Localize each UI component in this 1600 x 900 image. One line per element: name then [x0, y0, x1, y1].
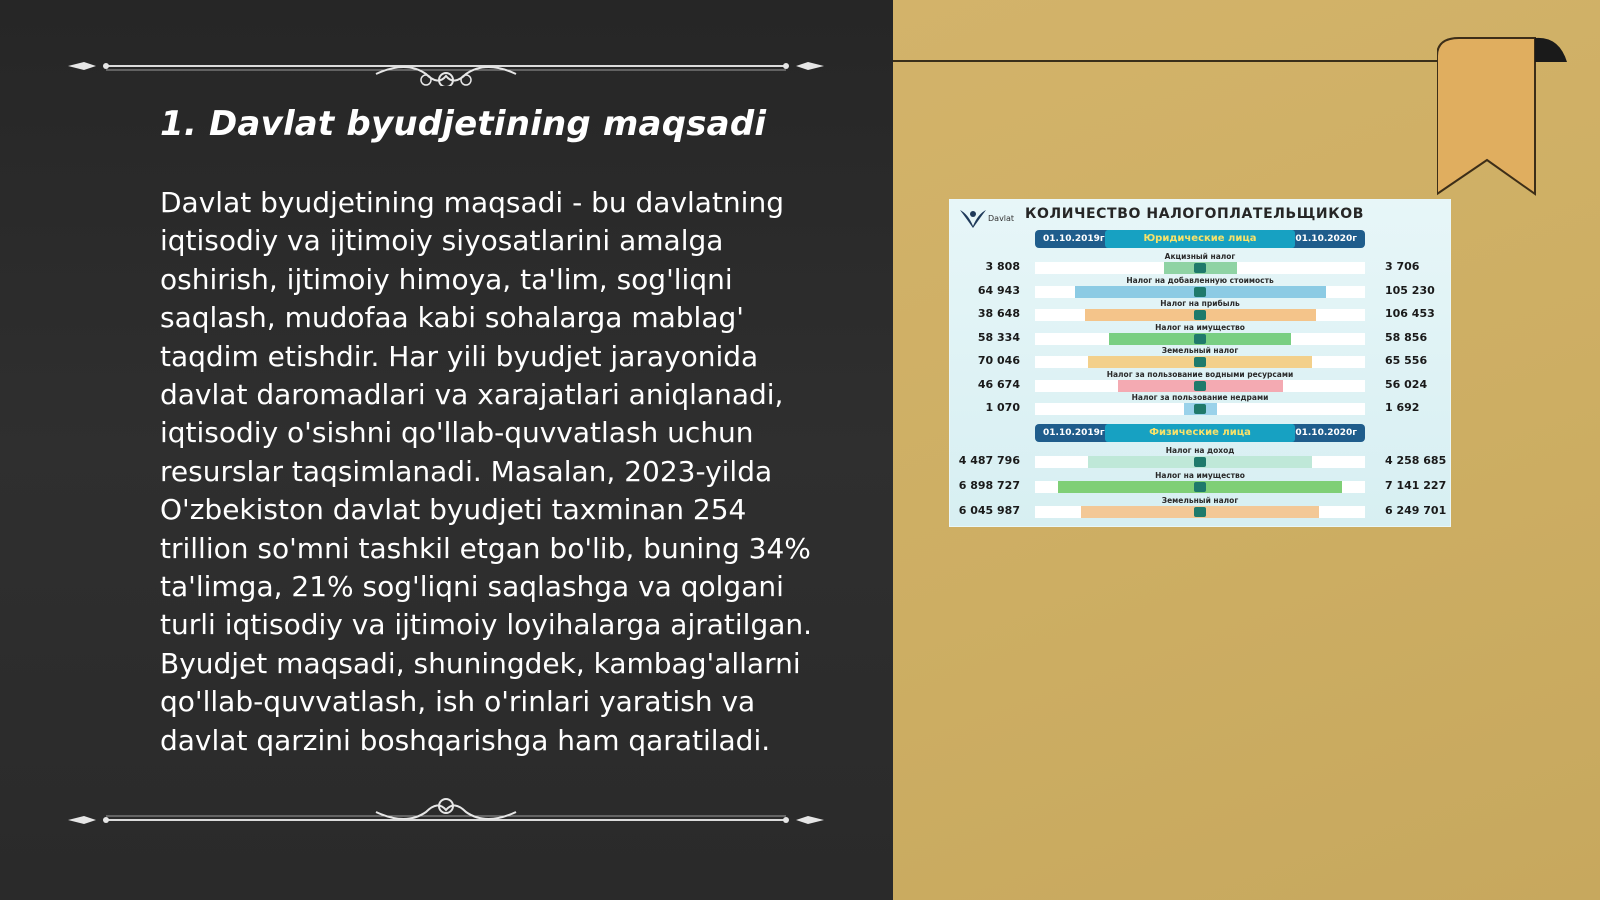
row-label: Земельный налог — [1161, 346, 1239, 355]
bottom-ornament-divider — [66, 798, 826, 838]
value-2020: 106 453 — [1385, 307, 1435, 320]
value-2019: 6 045 987 — [958, 504, 1020, 517]
value-2019: 4 487 796 — [958, 454, 1020, 467]
row-bar-track — [1035, 286, 1365, 298]
tax-category-icon — [1194, 310, 1206, 320]
bookmark-ribbon-icon — [1437, 36, 1587, 196]
tax-category-icon — [1194, 381, 1206, 391]
value-2019: 38 648 — [977, 307, 1020, 320]
section-label: Физические лица — [1105, 424, 1295, 442]
logo-text: Davlat — [988, 214, 1015, 223]
tax-category-icon — [1194, 482, 1206, 492]
value-2019: 3 808 — [985, 260, 1020, 273]
row-bar-track — [1035, 380, 1365, 392]
row-bar-track — [1035, 262, 1365, 274]
row-label: Налог на доход — [1165, 446, 1235, 455]
row-label: Налог на прибыль — [1160, 299, 1240, 308]
value-2019: 58 334 — [977, 330, 1020, 344]
section-label: Юридические лица — [1105, 230, 1295, 248]
value-2020: 105 230 — [1385, 283, 1435, 297]
tax-category-icon — [1194, 404, 1206, 414]
value-2019: 70 046 — [977, 354, 1020, 367]
value-2020: 1 692 — [1385, 401, 1420, 414]
value-2020: 4 258 685 — [1385, 454, 1447, 467]
row-label: Налог на имущество — [1155, 322, 1245, 332]
value-2019: 46 674 — [977, 377, 1020, 391]
section-date-right: 01.10.2020г — [1295, 234, 1357, 244]
row-bar-track — [1035, 403, 1365, 415]
row-bar-track — [1035, 333, 1365, 345]
row-label: Налог на добавленную стоимость — [1126, 275, 1274, 285]
value-2020: 65 556 — [1385, 354, 1428, 367]
row-label: Земельный налог — [1161, 496, 1239, 505]
section-date-left: 01.10.2019г — [1043, 234, 1105, 244]
value-2020: 56 024 — [1385, 377, 1428, 391]
value-2019: 6 898 727 — [958, 479, 1020, 492]
tax-category-icon — [1194, 287, 1206, 297]
tax-category-icon — [1194, 357, 1206, 367]
row-bar-track — [1035, 481, 1365, 493]
tax-category-icon — [1194, 334, 1206, 344]
value-2019: 64 943 — [977, 283, 1020, 297]
tax-category-icon — [1194, 263, 1206, 273]
row-label: Налог за пользование водными ресурсами — [1106, 369, 1294, 379]
header-rule — [893, 60, 1438, 62]
row-bar-track — [1035, 506, 1365, 518]
tax-category-icon — [1194, 507, 1206, 517]
row-bar-track — [1035, 356, 1365, 368]
taxpayers-infographic — [950, 200, 1450, 526]
section-header — [1035, 424, 1365, 442]
row-bar-track — [1035, 456, 1365, 468]
top-ornament-divider — [66, 46, 826, 86]
row-label: Налог за пользование недрами — [1131, 393, 1269, 402]
row-label: Акцизный налог — [1164, 252, 1236, 261]
value-2020: 7 141 227 — [1385, 479, 1447, 492]
section-header — [1035, 230, 1365, 248]
slide-body-text: Davlat byudjetining maqsadi - bu davlatning iqtisodiy va ijtimoiy siyosatlarini amalga oshirish, ijtimoiy himoya, ta'lim, sog'liqni saqlash, mudofaa kabi sohalarga mablag' taqdim etishdir. Har yili byudjet jarayonida davlat daromadlari va xarajatlari aniqlanadi, iqtisodiy o'sishni qo'llab-quvvatlash uchun resurslar taqsimlanadi. Masalan, 2023-yilda O'zbekiston davlat byudjeti taxminan 254 trillion so'mni tashkil etgan bo'lib, buning 34% ta'limga, 21% sog'liqni saqlashga va qolgani turli iqtisodiy va ijtimoiy loyihalarga ajratilgan. Byudjet maqsadi, shuningdek, kambag'allarni qo'llab-quvvatlash, ish o'rinlari yaratish va davlat qarzini boshqarishga ham qaratiladi. — [160, 186, 813, 757]
row-bar-track — [1035, 309, 1365, 321]
section-date-right: 01.10.2020г — [1295, 428, 1357, 438]
value-2020: 6 249 701 — [1385, 504, 1447, 517]
tax-category-icon — [1194, 457, 1206, 467]
section-date-left: 01.10.2019г — [1043, 428, 1105, 438]
value-2019: 1 070 — [985, 401, 1020, 414]
value-2020: 58 856 — [1385, 330, 1428, 344]
value-2020: 3 706 — [1385, 260, 1420, 273]
eagle-logo-icon — [958, 206, 988, 230]
infographic-title: КОЛИЧЕСТВО НАЛОГОПЛАТЕЛЬЩИКОВ — [1025, 206, 1365, 222]
row-label: Налог на имущество — [1155, 471, 1245, 480]
slide-title: 1. Davlat byudjetining maqsadi — [160, 104, 767, 144]
